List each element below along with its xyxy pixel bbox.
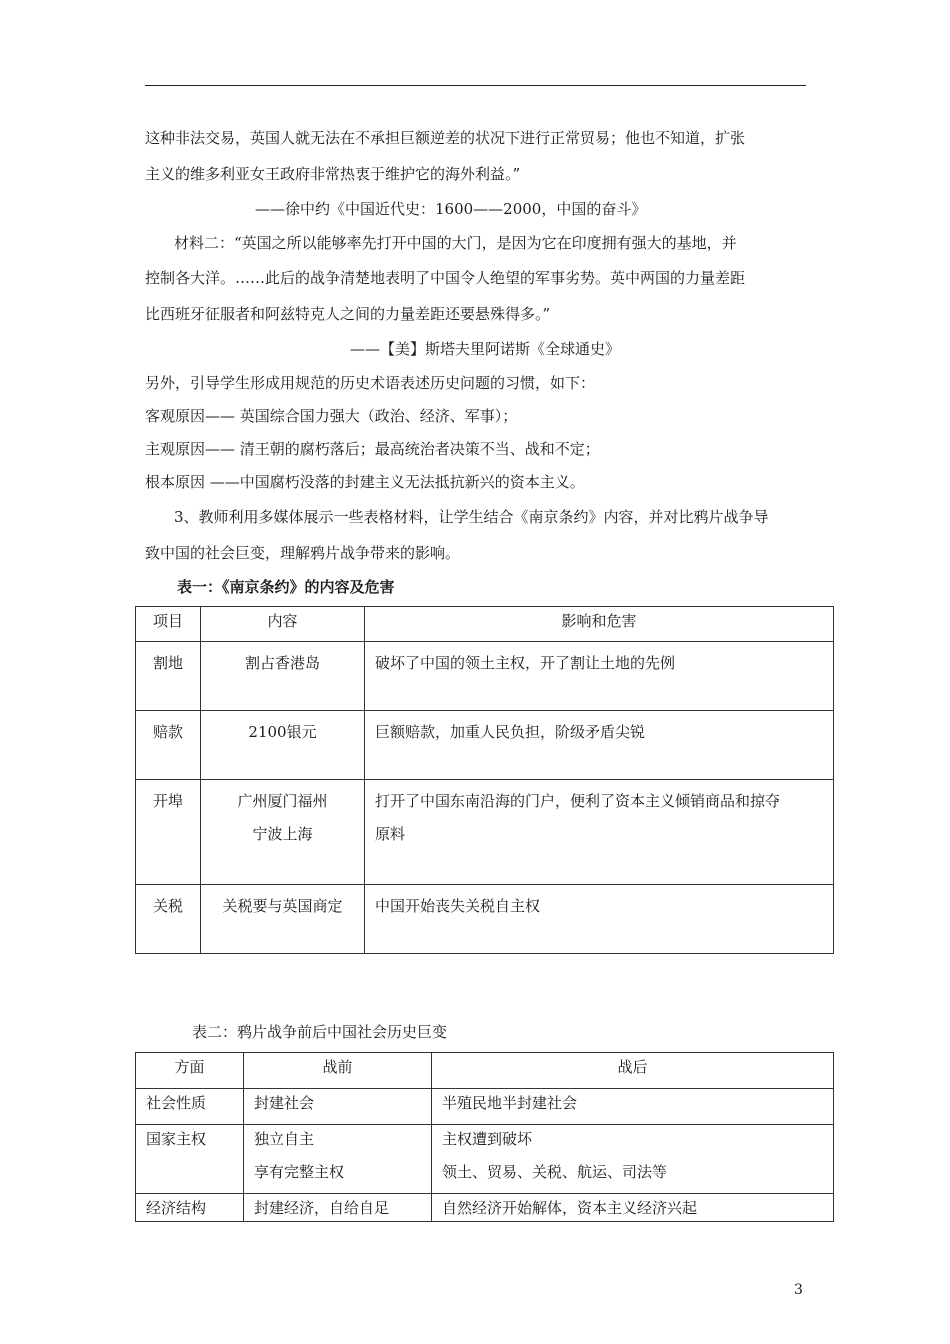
row-before-line2: 享有完整主权	[254, 1163, 345, 1181]
terms-objective: 客观原因—— 英国综合国力强大（政治、经济、军事）；	[145, 407, 518, 425]
header-after: 战后	[432, 1053, 834, 1089]
table-row	[136, 642, 834, 711]
row-content: 关税要与英国商定	[201, 885, 365, 954]
header-aspect: 方面	[136, 1053, 244, 1089]
row-after: 自然经济开始解体，资本主义经济兴起	[432, 1194, 834, 1222]
row-after	[432, 1125, 834, 1194]
row-aspect: 国家主权	[136, 1125, 244, 1194]
row-content: 割占香港岛	[201, 642, 365, 711]
social-change-table	[135, 1052, 834, 1222]
row-impact: 中国开始丧失关税自主权	[365, 885, 834, 954]
table-row	[136, 780, 834, 885]
step3-line2: 致中国的社会巨变，理解鸦片战争带来的影响。	[145, 544, 461, 562]
row-before: 封建经济，自给自足	[244, 1194, 432, 1222]
row-impact	[365, 780, 834, 885]
page-number: 3	[794, 1282, 803, 1298]
row-content: 2100银元	[201, 711, 365, 780]
row-before: 封建社会	[244, 1089, 432, 1125]
table-row	[136, 885, 834, 954]
material2-line3: 比西班牙征服者和阿兹特克人之间的力量差距还要悬殊得多。”	[145, 305, 551, 323]
terms-fundamental: 根本原因 ——中国腐朽没落的封建主义无法抵抗新兴的资本主义。	[145, 473, 585, 491]
material2-source: ——【美】斯塔夫里阿诺斯《全球通史》	[350, 340, 621, 358]
row-item: 割地	[136, 642, 201, 711]
row-item: 开埠	[136, 780, 201, 885]
row-content	[201, 780, 365, 885]
row-content-line1: 广州厦门福州	[237, 792, 328, 810]
row-after-line2: 领土、贸易、关税、航运、司法等	[442, 1163, 668, 1181]
terms-intro: 另外，引导学生形成用规范的历史术语表述历史问题的习惯，如下：	[145, 374, 596, 392]
material2-line2: 控制各大洋。……此后的战争清楚地表明了中国令人绝望的军事劣势。英中两国的力量差距	[145, 269, 746, 287]
row-impact-line2: 原料	[375, 825, 406, 843]
table-header-row	[136, 607, 834, 642]
table1-title: 表一：《南京条约》的内容及危害	[177, 578, 395, 596]
row-after-line1: 主权遭到破坏	[442, 1130, 533, 1148]
table2-title: 表二：鸦片战争前后中国社会历史巨变	[192, 1023, 448, 1041]
header-rule	[145, 85, 806, 86]
header-item: 项目	[136, 607, 201, 642]
row-content-line2: 宁波上海	[252, 825, 313, 843]
row-impact: 破坏了中国的领土主权，开了割让土地的先例	[365, 642, 834, 711]
header-before: 战前	[244, 1053, 432, 1089]
header-content: 内容	[201, 607, 365, 642]
quote1-line1: 这种非法交易，英国人就无法在不承担巨额逆差的状况下进行正常贸易；他也不知道，扩张	[145, 129, 746, 147]
table-row	[136, 1194, 834, 1222]
row-item: 赔款	[136, 711, 201, 780]
row-item: 关税	[136, 885, 201, 954]
table-row	[136, 1125, 834, 1194]
quote1-source: ——徐中约《中国近代史：1600——2000，中国的奋斗》	[255, 200, 647, 218]
row-aspect: 社会性质	[136, 1089, 244, 1125]
table-row	[136, 1089, 834, 1125]
header-impact: 影响和危害	[365, 607, 834, 642]
treaty-table	[135, 606, 834, 954]
quote1-line2: 主义的维多利亚女王政府非常热衷于维护它的海外利益。”	[145, 165, 521, 183]
row-before-line1: 独立自主	[254, 1130, 315, 1148]
step3-line1: 3、教师利用多媒体展示一些表格材料，让学生结合《南京条约》内容，并对比鸦片战争导	[174, 508, 769, 526]
table-header-row	[136, 1053, 834, 1089]
table-row	[136, 711, 834, 780]
row-after: 半殖民地半封建社会	[432, 1089, 834, 1125]
row-before	[244, 1125, 432, 1194]
row-impact-line1: 打开了中国东南沿海的门户，便利了资本主义倾销商品和掠夺	[375, 792, 781, 810]
row-impact: 巨额赔款，加重人民负担，阶级矛盾尖锐	[365, 711, 834, 780]
material2-line1: 材料二：“英国之所以能够率先打开中国的大门，是因为它在印度拥有强大的基地，并	[174, 234, 737, 252]
row-aspect: 经济结构	[136, 1194, 244, 1222]
terms-subjective: 主观原因—— 清王朝的腐朽落后；最高统治者决策不当、战和不定；	[145, 440, 600, 458]
